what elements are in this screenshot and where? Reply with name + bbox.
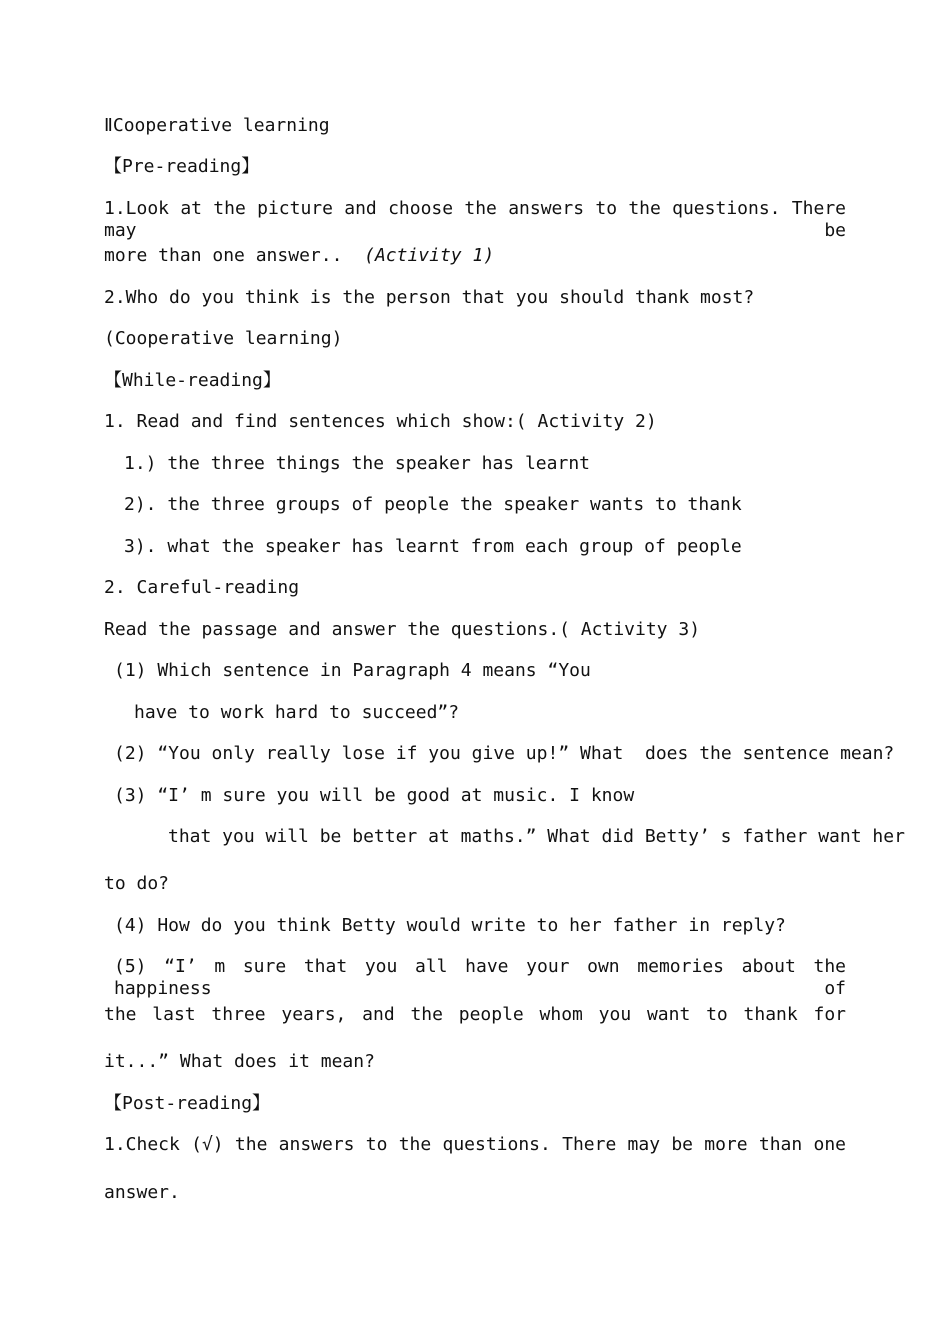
while-reading-item-1: 1. Read and find sentences which show:( Activity 2) — [104, 411, 657, 432]
while-reading-sub-1: 1.) the three things the speaker has learnt — [124, 453, 590, 474]
cooperative-learning-note: (Cooperative learning) — [104, 328, 343, 349]
post-reading-item-1: 1.Check (√) the answers to the questions. There may be more than one — [104, 1134, 846, 1155]
post-reading-item-1-cont: answer. — [104, 1182, 180, 1203]
while-reading-item-2: 2. Careful-reading — [104, 577, 300, 598]
while-reading-heading: 【While-reading】 — [104, 370, 281, 391]
activity-1-note: (Activity 1) — [364, 245, 495, 266]
while-reading-sub-3: 3). what the speaker has learnt from each group of people — [124, 536, 742, 557]
post-reading-heading: 【Post-reading】 — [104, 1093, 271, 1114]
question-3-cont: that you will be better at maths.” What did Betty’ s father want her — [168, 826, 905, 847]
pre-reading-item-2: 2.Who do you think is the person that you should thank most? — [104, 287, 755, 308]
section-title: ⅡCooperative learning — [104, 115, 330, 136]
pre-reading-item-1: 1.Look at the picture and choose the answers to the questions. There may be — [104, 198, 846, 241]
while-reading-sub-2: 2). the three groups of people the speaker wants to thank — [124, 494, 742, 515]
pre-reading-heading: 【Pre-reading】 — [104, 156, 260, 177]
question-4: (4) How do you think Betty would write to her father in reply? — [114, 915, 786, 936]
careful-reading-instruction: Read the passage and answer the questions.( Activity 3) — [104, 619, 701, 640]
question-1: (1) Which sentence in Paragraph 4 means “You — [114, 660, 591, 681]
question-3: (3) “I’ m sure you will be good at music. I know — [114, 785, 635, 806]
question-5-cont: the last three years, and the people whom you want to thank for — [104, 1004, 846, 1025]
question-2: (2) “You only really lose if you give up!” What does the sentence mean? — [114, 743, 895, 764]
pre-reading-item-1-cont — [104, 245, 846, 267]
question-1-cont: have to work hard to succeed”? — [134, 702, 460, 723]
pre-reading-item-1-text: more than one answer.. — [104, 245, 343, 266]
question-5-end: it...” What does it mean? — [104, 1051, 375, 1072]
question-3-end: to do? — [104, 873, 170, 894]
question-5: (5) “I’ m sure that you all have your own memories about the happiness of — [114, 956, 846, 999]
